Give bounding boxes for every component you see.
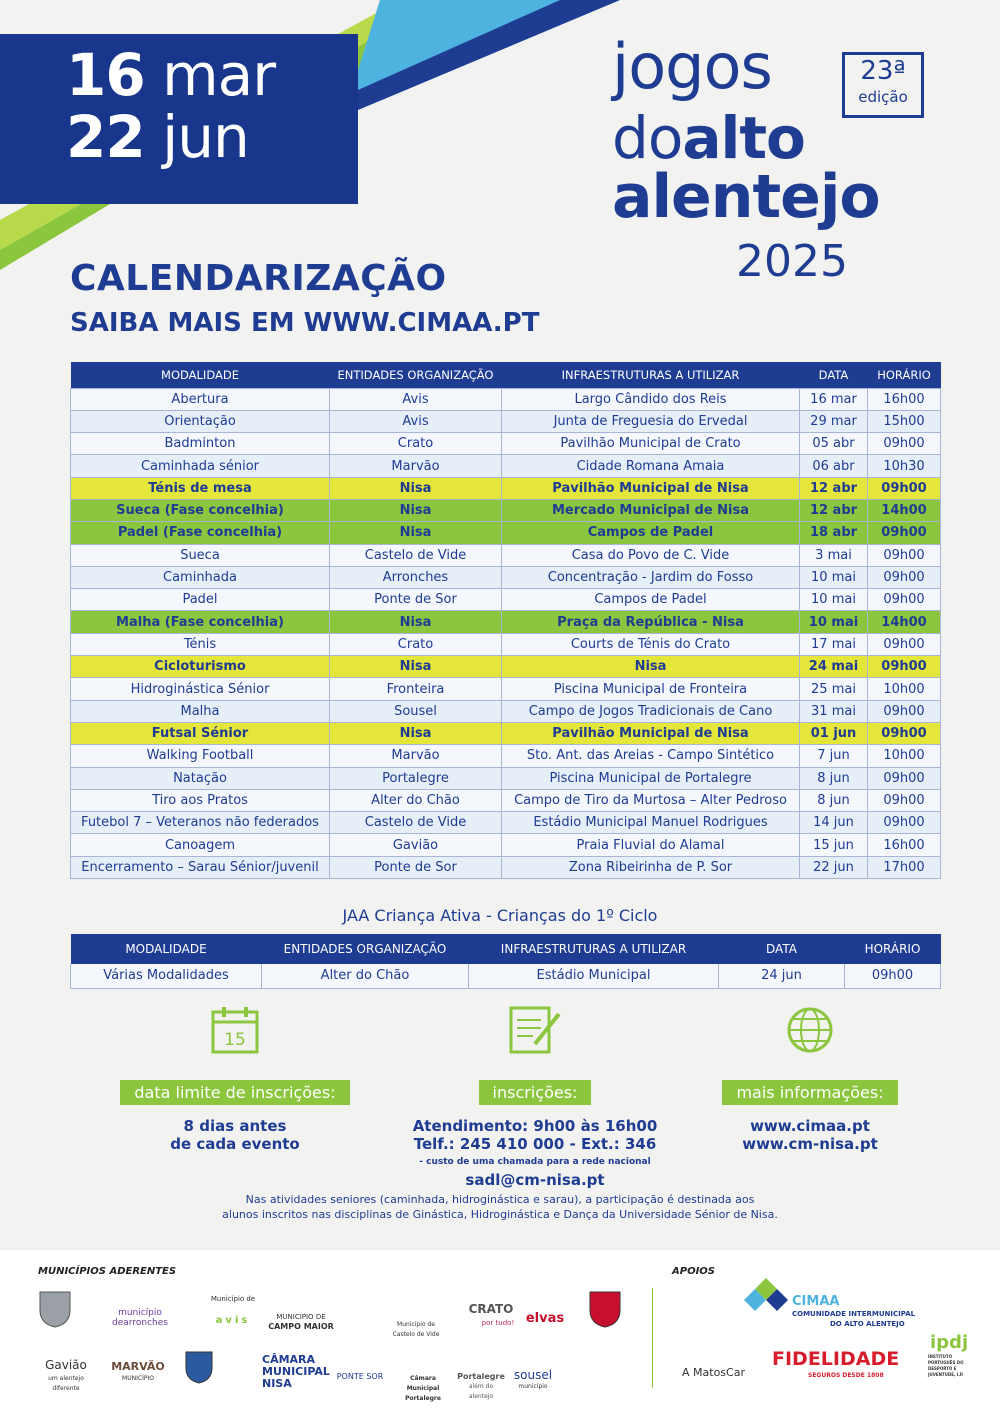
cell-data: 24 mai — [800, 656, 868, 678]
page-subtitle — [70, 308, 539, 338]
cell-infraestrutura: Pavilhão Municipal de Nisa — [502, 477, 800, 499]
cell-entidade: Portalegre — [330, 767, 502, 789]
deadline-section — [110, 1004, 360, 1153]
jaa-header-row — [71, 934, 941, 964]
subtitle-prefix: SAIBA MAIS EM — [70, 308, 295, 338]
table-row — [71, 856, 941, 878]
cell-horario: 14h00 — [868, 611, 941, 633]
cell-horario: 10h30 — [868, 455, 941, 477]
footnote — [0, 1192, 1000, 1222]
logo-year: 2025 — [736, 236, 848, 287]
cell-infraestrutura: Campo de Tiro da Murtosa – Alter Pedroso — [502, 789, 800, 811]
cell-infraestrutura: Mercado Municipal de Nisa — [502, 499, 800, 521]
cell-modalidade: Sueca (Fase concelhia) — [71, 499, 330, 521]
more-info-url-2[interactable]: www.cm-nisa.pt — [742, 1135, 878, 1153]
muni-campo-maior-top: MUNICÍPIO DE — [276, 1313, 326, 1321]
cell-infraestrutura: Praia Fluvial do Alamal — [502, 834, 800, 856]
table-row — [71, 455, 941, 477]
cell-infraestrutura: Largo Cândido dos Reis — [502, 388, 800, 410]
subtitle-url[interactable]: WWW.CIMAA.PT — [303, 308, 540, 338]
cell-data: 7 jun — [800, 745, 868, 767]
form-icon — [505, 1004, 565, 1056]
cell-infraestrutura: Piscina Municipal de Portalegre — [502, 767, 800, 789]
table-row — [71, 566, 941, 588]
cell-modalidade: Caminhada sénior — [71, 455, 330, 477]
cell-modalidade: Natação — [71, 767, 330, 789]
table-row — [71, 700, 941, 722]
muni-crato-sub: por tudo! — [481, 1319, 515, 1327]
jaa-cell-infraestrutura: Estádio Municipal — [469, 964, 719, 988]
cell-horario: 09h00 — [868, 789, 941, 811]
more-info-section — [700, 1004, 920, 1153]
cell-entidade: Nisa — [330, 477, 502, 499]
start-day: 16 — [66, 41, 145, 109]
cell-horario: 09h00 — [868, 477, 941, 499]
cell-horario: 09h00 — [868, 433, 941, 455]
cell-data: 10 mai — [800, 566, 868, 588]
cell-entidade: Gavião — [330, 834, 502, 856]
table-row — [71, 499, 941, 521]
cell-modalidade: Padel (Fase concelhia) — [71, 522, 330, 544]
cell-modalidade: Futebol 7 – Veteranos não federados — [71, 812, 330, 834]
cell-data: 12 abr — [800, 477, 868, 499]
calendar-icon-number: 15 — [224, 1030, 246, 1050]
cell-modalidade: Canoagem — [71, 834, 330, 856]
table-row — [71, 433, 941, 455]
supporters-label: APOIOS — [672, 1266, 715, 1277]
cell-entidade: Marvão — [330, 455, 502, 477]
jaa-header-infraestruturas: INFRAESTRUTURAS A UTILIZAR — [469, 934, 719, 964]
cell-horario: 16h00 — [868, 834, 941, 856]
fidelidade-sub: SEGUROS DESDE 1808 — [808, 1372, 884, 1379]
cimaa-logo-icon — [744, 1278, 790, 1322]
cell-horario: 09h00 — [868, 722, 941, 744]
schedule-table — [70, 362, 941, 879]
deadline-line2: de cada evento — [170, 1135, 300, 1153]
cell-data: 8 jun — [800, 789, 868, 811]
muni-sousel-sub: município — [518, 1383, 548, 1390]
cell-horario: 15h00 — [868, 410, 941, 432]
edition-badge — [842, 52, 924, 118]
registration-label: inscrições: — [479, 1080, 592, 1105]
cimaa-sub-1: COMUNIDADE INTERMUNICIPAL — [792, 1310, 916, 1318]
cell-modalidade: Futsal Sénior — [71, 722, 330, 744]
header-entidades: ENTIDADES ORGANIZAÇÃO — [330, 362, 502, 388]
registration-email[interactable]: sadl@cm-nisa.pt — [465, 1171, 605, 1189]
muni-nisa: CÂMARA MUNICIPAL NISA — [262, 1353, 330, 1390]
header-data: DATA — [800, 362, 868, 388]
cell-infraestrutura: Campos de Padel — [502, 522, 800, 544]
cell-modalidade: Walking Football — [71, 745, 330, 767]
end-day: 22 — [66, 103, 145, 171]
cimaa-name: CIMAA — [792, 1294, 840, 1309]
alter-do-chao-crest-icon — [38, 1290, 72, 1328]
cell-data: 01 jun — [800, 722, 868, 744]
cell-infraestrutura: Pavilhão Municipal de Crato — [502, 433, 800, 455]
cell-entidade: Castelo de Vide — [330, 544, 502, 566]
muni-castelo-vide: Município de Castelo de Vide — [392, 1321, 440, 1338]
more-info-label: mais informações: — [722, 1080, 897, 1105]
cell-horario: 16h00 — [868, 388, 941, 410]
cell-data: 29 mar — [800, 410, 868, 432]
ipdj-name: ipdj — [930, 1332, 969, 1353]
footer — [0, 1250, 1000, 1414]
cell-infraestrutura: Cidade Romana Amaia — [502, 455, 800, 477]
jaa-cell-entidade: Alter do Chão — [262, 964, 469, 988]
cell-horario: 09h00 — [868, 566, 941, 588]
cell-infraestrutura: Nisa — [502, 656, 800, 678]
cell-data: 14 jun — [800, 812, 868, 834]
registration-phone-note: - custo de uma chamada para a rede nacional — [419, 1157, 651, 1167]
cell-infraestrutura: Courts de Ténis do Crato — [502, 633, 800, 655]
cell-data: 15 jun — [800, 834, 868, 856]
edition-label: edição — [858, 88, 908, 106]
cell-modalidade: Encerramento – Sarau Sénior/juvenil — [71, 856, 330, 878]
table-row — [71, 522, 941, 544]
cell-infraestrutura: Concentração - Jardim do Fosso — [502, 566, 800, 588]
table-row — [71, 656, 941, 678]
cell-entidade: Fronteira — [330, 678, 502, 700]
muni-arronches: município dearronches — [112, 1308, 168, 1328]
jaa-header-data: DATA — [719, 934, 845, 964]
muni-portalegre-city: Portalegre além do alentejo — [457, 1372, 505, 1400]
logo-do: do — [612, 104, 683, 172]
cell-entidade: Castelo de Vide — [330, 812, 502, 834]
cell-horario: 14h00 — [868, 499, 941, 521]
cell-entidade: Arronches — [330, 566, 502, 588]
ponte-sor-crest-icon — [184, 1350, 214, 1384]
muni-ponte-sor: PONTE SOR — [336, 1372, 384, 1381]
cell-horario: 09h00 — [868, 812, 941, 834]
more-info-url-1[interactable]: www.cimaa.pt — [750, 1117, 870, 1135]
cell-entidade: Nisa — [330, 522, 502, 544]
cell-infraestrutura: Praça da República - Nisa — [502, 611, 800, 633]
logo-jogos: jogos — [612, 30, 772, 103]
cell-data: 06 abr — [800, 455, 868, 477]
cell-modalidade: Abertura — [71, 388, 330, 410]
calendar-icon — [209, 1004, 261, 1056]
muni-avis-top: Município de — [210, 1295, 256, 1303]
cell-entidade: Ponte de Sor — [330, 589, 502, 611]
muni-elvas: elvas — [525, 1311, 565, 1326]
cell-modalidade: Badminton — [71, 433, 330, 455]
table-row — [71, 589, 941, 611]
nisa-crest-icon — [588, 1290, 622, 1328]
jaa-table — [70, 934, 941, 989]
cell-horario: 09h00 — [868, 767, 941, 789]
cell-modalidade: Sueca — [71, 544, 330, 566]
registration-section — [400, 1004, 670, 1189]
footer-divider — [652, 1288, 653, 1388]
cell-data: 17 mai — [800, 633, 868, 655]
registration-hours: Atendimento: 9h00 às 16h00 — [412, 1117, 658, 1135]
cell-modalidade: Malha — [71, 700, 330, 722]
cell-infraestrutura: Sto. Ant. das Areias - Campo Sintético — [502, 745, 800, 767]
cell-infraestrutura: Campo de Jogos Tradicionais de Cano — [502, 700, 800, 722]
globe-icon — [784, 1004, 836, 1056]
cell-data: 22 jun — [800, 856, 868, 878]
matoscar-name: A MatosCar — [682, 1366, 745, 1379]
municipalities-label: MUNICÍPIOS ADERENTES — [38, 1266, 177, 1277]
jaa-header-horario: HORÁRIO — [845, 934, 941, 964]
cell-modalidade: Cicloturismo — [71, 656, 330, 678]
cell-infraestrutura: Zona Ribeirinha de P. Sor — [502, 856, 800, 878]
table-row — [71, 722, 941, 744]
cell-data: 3 mai — [800, 544, 868, 566]
jaa-cell-data: 24 jun — [719, 964, 845, 988]
table-row — [71, 678, 941, 700]
muni-marvao: MARVÃO — [111, 1360, 165, 1373]
muni-portalegre: Câmara Municipal Portalegre — [405, 1375, 441, 1402]
logo-alentejo: alentejo — [612, 162, 880, 232]
page-title: CALENDARIZAÇÃO — [70, 258, 447, 299]
table-row — [71, 611, 941, 633]
cell-data: 10 mai — [800, 611, 868, 633]
deadline-line1: 8 dias antes — [183, 1117, 287, 1135]
cell-entidade: Ponte de Sor — [330, 856, 502, 878]
table-row — [71, 812, 941, 834]
table-row — [71, 834, 941, 856]
cell-data: 31 mai — [800, 700, 868, 722]
cell-entidade: Nisa — [330, 722, 502, 744]
muni-gaviao: Gavião — [45, 1358, 87, 1372]
cell-modalidade: Hidroginástica Sénior — [71, 678, 330, 700]
table-row — [71, 477, 941, 499]
cell-entidade: Nisa — [330, 611, 502, 633]
deadline-label: data limite de inscrições: — [120, 1080, 349, 1105]
jaa-cell-horario: 09h00 — [845, 964, 941, 988]
muni-campo-maior: CAMPO MAIOR — [268, 1322, 334, 1331]
cell-data: 12 abr — [800, 499, 868, 521]
footnote-line2: alunos inscritos nas disciplinas de Ginástica, Hidroginástica e Dança da Universidade Sénior de Nisa. — [222, 1208, 778, 1221]
registration-phone: Telf.: 245 410 000 - Ext.: 346 — [413, 1135, 657, 1153]
cell-entidade: Avis — [330, 388, 502, 410]
cell-entidade: Alter do Chão — [330, 789, 502, 811]
table-row — [71, 745, 941, 767]
table-row — [71, 789, 941, 811]
cell-horario: 10h00 — [868, 678, 941, 700]
cell-entidade: Nisa — [330, 499, 502, 521]
ipdj-sub: INSTITUTO PORTUGUÊS DO DESPORTO E JUVENTUDE, I.P. — [928, 1354, 964, 1377]
cell-infraestrutura: Pavilhão Municipal de Nisa — [502, 722, 800, 744]
table-row — [71, 964, 941, 988]
muni-gaviao-sub: um alentejo diferente — [48, 1375, 84, 1392]
schedule-header-row — [71, 362, 941, 388]
header-horario: HORÁRIO — [868, 362, 941, 388]
cell-data: 18 abr — [800, 522, 868, 544]
cell-infraestrutura: Campos de Padel — [502, 589, 800, 611]
muni-sousel: sousel — [513, 1368, 553, 1382]
cell-entidade: Nisa — [330, 656, 502, 678]
cell-modalidade: Padel — [71, 589, 330, 611]
table-row — [71, 388, 941, 410]
cell-entidade: Crato — [330, 433, 502, 455]
cell-entidade: Crato — [330, 633, 502, 655]
cell-data: 8 jun — [800, 767, 868, 789]
cell-infraestrutura: Junta de Freguesia do Ervedal — [502, 410, 800, 432]
jaa-header-modalidade: MODALIDADE — [71, 934, 262, 964]
table-row — [71, 767, 941, 789]
logo-alto: alto — [682, 104, 805, 172]
edition-number: 23ª — [860, 56, 906, 86]
cell-entidade: Sousel — [330, 700, 502, 722]
jaa-cell-modalidade: Várias Modalidades — [71, 964, 262, 988]
cell-modalidade: Ténis — [71, 633, 330, 655]
cell-infraestrutura: Estádio Municipal Manuel Rodrigues — [502, 812, 800, 834]
cell-entidade: Marvão — [330, 745, 502, 767]
cimaa-sub-2: DO ALTO ALENTEJO — [830, 1320, 905, 1328]
cell-modalidade: Caminhada — [71, 566, 330, 588]
cell-horario: 09h00 — [868, 700, 941, 722]
table-row — [71, 410, 941, 432]
footnote-line1: Nas atividades seniores (caminhada, hidroginástica e sarau), a participação é destinada aos — [245, 1193, 755, 1206]
event-logo — [612, 30, 952, 288]
cell-modalidade: Tiro aos Pratos — [71, 789, 330, 811]
cell-infraestrutura: Casa do Povo de C. Vide — [502, 544, 800, 566]
cell-horario: 09h00 — [868, 633, 941, 655]
fidelidade-name: FIDELIDADE — [772, 1348, 900, 1370]
cell-data: 05 abr — [800, 433, 868, 455]
schedule-body — [71, 388, 941, 879]
cell-modalidade: Malha (Fase concelhia) — [71, 611, 330, 633]
cell-horario: 10h00 — [868, 745, 941, 767]
jaa-title: JAA Criança Ativa - Crianças do 1º Ciclo — [342, 906, 658, 925]
table-row — [71, 544, 941, 566]
cell-horario: 09h00 — [868, 522, 941, 544]
cell-data: 25 mai — [800, 678, 868, 700]
cell-horario: 09h00 — [868, 656, 941, 678]
cell-horario: 09h00 — [868, 589, 941, 611]
cell-modalidade: Orientação — [71, 410, 330, 432]
cell-infraestrutura: Piscina Municipal de Fronteira — [502, 678, 800, 700]
cell-data: 16 mar — [800, 388, 868, 410]
start-month: mar — [162, 41, 276, 109]
cell-data: 10 mai — [800, 589, 868, 611]
header-infraestruturas: INFRAESTRUTURAS A UTILIZAR — [502, 362, 800, 388]
table-row — [71, 633, 941, 655]
jaa-header-entidades: ENTIDADES ORGANIZAÇÃO — [262, 934, 469, 964]
cell-modalidade: Ténis de mesa — [71, 477, 330, 499]
muni-avis: avis — [215, 1315, 251, 1326]
header-modalidade: MODALIDADE — [71, 362, 330, 388]
event-dates — [0, 34, 358, 204]
muni-marvao-sub: MUNICÍPIO — [122, 1375, 154, 1382]
end-month: jun — [162, 103, 249, 171]
cell-entidade: Avis — [330, 410, 502, 432]
muni-crato: CRATO — [468, 1302, 514, 1316]
cell-horario: 09h00 — [868, 544, 941, 566]
cell-horario: 17h00 — [868, 856, 941, 878]
